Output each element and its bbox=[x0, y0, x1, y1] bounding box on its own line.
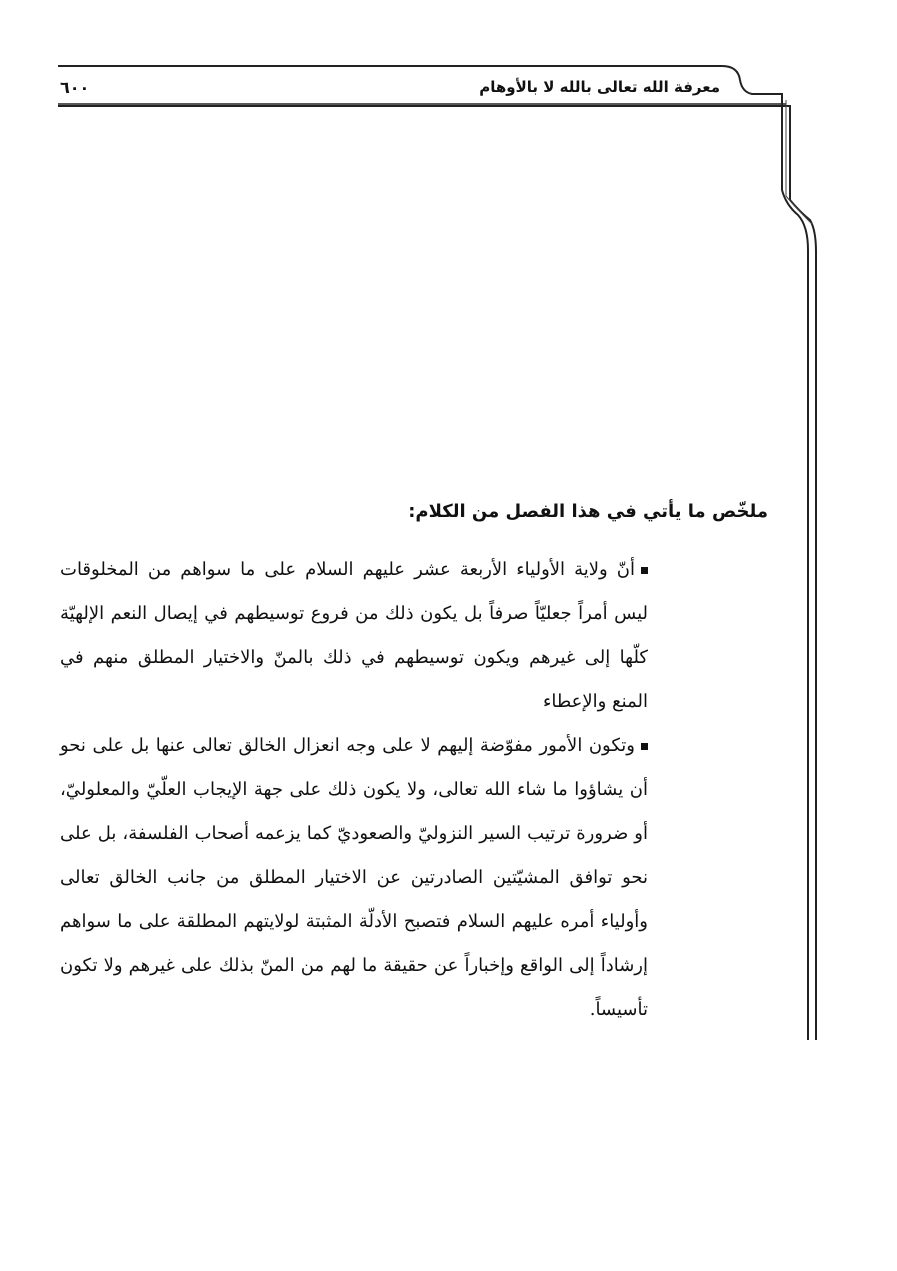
running-header-title: معرفة الله تعالى بالله لا بالأوهام bbox=[479, 78, 720, 96]
paragraph-2-text: وتكون الأمور مفوّضة إليهم لا على وجه انعزال الخالق تعالى عنها بل على نحو أن يشاؤوا ما شاء الله تعالى، ولا يكون ذلك على جهة الإيجاب العلّيّ والمعلوليّ، أو ضرورة ترتيب السير النزوليّ والصعوديّ كما يزعمه أصحاب الفلسفة، بل على نحو توافق المشيّتين الصادرتين عن الاختيار المطلق من جانب الخالق تعالى وأولياء أمره عليهم السلام فتصبح الأدلّة المثبتة لولايتهم المطلقة على ما سواهم إرشاداً إلى الواقع وإخباراً عن حقيقة ما لهم من المنّ بذلك على غيرهم ولا تكون تأسيساً. bbox=[60, 735, 648, 1020]
paragraph-1-text: أنّ ولاية الأولياء الأربعة عشر عليهم السلام على ما سواهم من المخلوقات ليس أمراً جعليّاً صرفاً بل يكون ذلك من فروع توسيطهم في إيصال النعم الإلهيّة كلّها إلى غيرهم ويكون توسيطهم في ذلك بالمنّ والاختيار المطلق منهم في المنع والإعطاء bbox=[60, 559, 648, 712]
section-heading: ملخّص ما يأتي في هذا الفصل من الكلام: bbox=[408, 501, 768, 522]
bullet-icon bbox=[641, 567, 648, 574]
bullet-icon bbox=[641, 743, 648, 750]
page-number: ٦٠٠ bbox=[60, 78, 90, 97]
paragraph-1 bbox=[60, 548, 648, 724]
paragraph-2 bbox=[60, 724, 648, 1032]
